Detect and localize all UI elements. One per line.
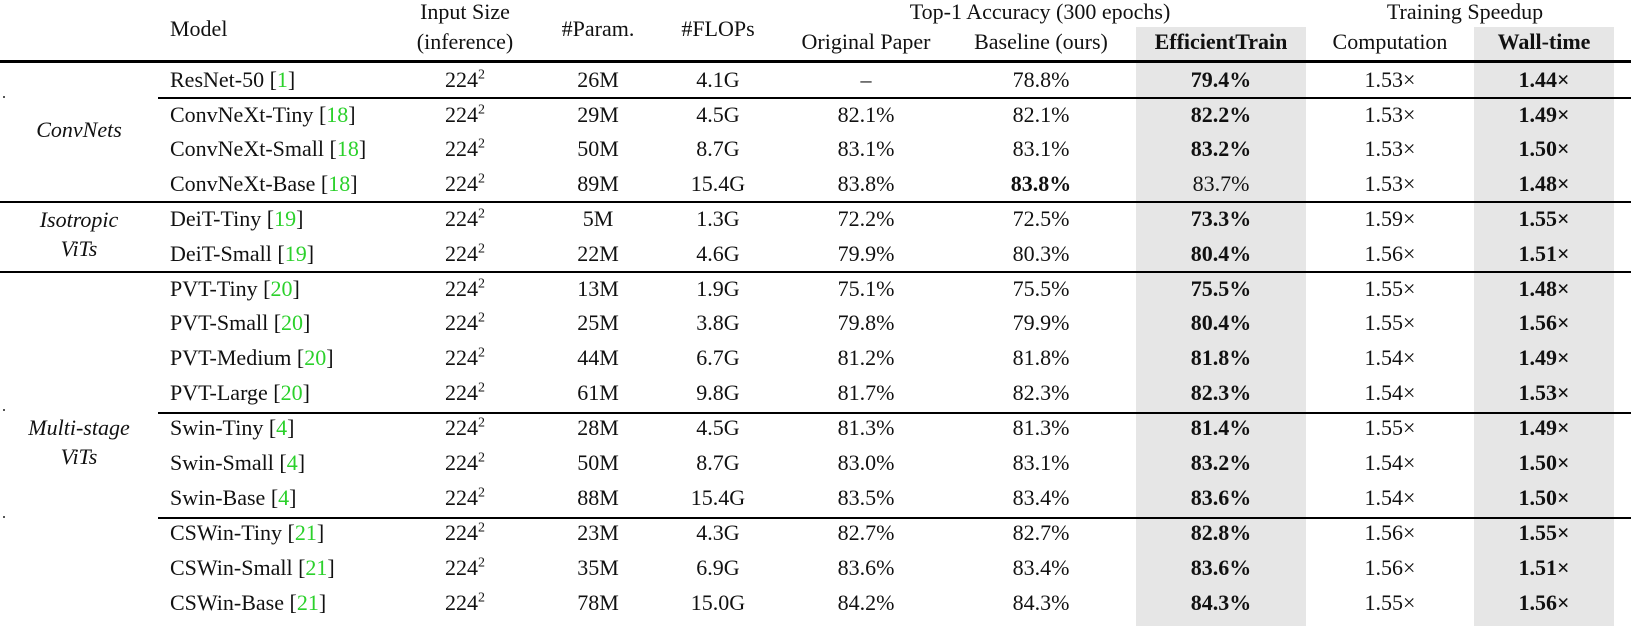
citation-link[interactable]: 21 xyxy=(294,520,317,545)
cell-model: DeiT-Small [19] xyxy=(170,241,315,266)
cell-original: 75.1% xyxy=(837,276,895,301)
cell-baseline: 83.1% xyxy=(1012,450,1070,475)
group-label-isotropic-vits: ViTs xyxy=(60,236,98,261)
cell-computation: 1.55× xyxy=(1364,310,1416,335)
model-name: PVT-Tiny xyxy=(170,276,258,301)
cell-input-size xyxy=(400,555,530,581)
cell-walltime: 1.50× xyxy=(1518,485,1570,510)
cell-baseline: 80.3% xyxy=(1012,241,1070,266)
row-rule xyxy=(158,97,1631,99)
cell-input-size xyxy=(400,345,530,371)
header-model: Model xyxy=(170,16,228,41)
cell-computation: 1.55× xyxy=(1364,415,1416,440)
cell-flops: 4.3G xyxy=(696,520,740,545)
cell-param: 29M xyxy=(577,102,619,127)
cell-flops: 15.0G xyxy=(690,590,746,615)
cell-walltime: 1.51× xyxy=(1518,555,1570,580)
cell-original: 79.8% xyxy=(837,310,895,335)
cell-flops: 1.9G xyxy=(696,276,740,301)
header-flops: #FLOPs xyxy=(681,16,755,41)
cell-model: ConvNeXt-Tiny [18] xyxy=(170,102,356,127)
cell-flops: 4.6G xyxy=(696,241,740,266)
input-size-exponent: 2 xyxy=(478,590,485,606)
cell-original: – xyxy=(860,67,872,92)
cell-original: 83.8% xyxy=(837,171,895,196)
cell-computation: 1.56× xyxy=(1364,241,1416,266)
cell-baseline: 81.8% xyxy=(1012,345,1070,370)
cell-efficienttrain: 81.4% xyxy=(1190,415,1252,440)
cell-computation: 1.55× xyxy=(1364,276,1416,301)
cell-original: 84.2% xyxy=(837,590,895,615)
cell-param: 23M xyxy=(577,520,619,545)
cell-model: DeiT-Tiny [19] xyxy=(170,206,304,231)
cell-efficienttrain: 82.8% xyxy=(1190,520,1252,545)
cell-walltime: 1.50× xyxy=(1518,136,1570,161)
input-size-exponent: 2 xyxy=(478,206,485,222)
group-label-multistage-vits: ViTs xyxy=(60,444,98,469)
cell-computation: 1.56× xyxy=(1364,520,1416,545)
input-size-value: 224 xyxy=(445,102,478,127)
cell-flops: 15.4G xyxy=(690,171,746,196)
cell-flops: 3.8G xyxy=(696,310,740,335)
cell-efficienttrain: 73.3% xyxy=(1190,206,1252,231)
citation-link[interactable]: 21 xyxy=(296,590,319,615)
cell-original: 81.7% xyxy=(837,380,895,405)
input-size-value: 224 xyxy=(445,450,478,475)
model-name: Swin-Small xyxy=(170,450,274,475)
header-training-speedup: Training Speedup xyxy=(1386,0,1544,24)
cell-efficienttrain: 83.2% xyxy=(1190,136,1252,161)
cell-param: 50M xyxy=(577,136,619,161)
citation-link[interactable]: 19 xyxy=(284,241,307,266)
model-name: Swin-Tiny xyxy=(170,415,264,440)
input-size-exponent: 2 xyxy=(478,485,485,501)
cell-computation: 1.55× xyxy=(1364,590,1416,615)
input-size-value: 224 xyxy=(445,206,478,231)
model-name: Swin-Base xyxy=(170,485,266,510)
model-name: PVT-Medium xyxy=(170,345,292,370)
input-size-value: 224 xyxy=(445,310,478,335)
cell-computation: 1.59× xyxy=(1364,206,1416,231)
cell-model: Swin-Base [4] xyxy=(170,485,297,510)
input-size-value: 224 xyxy=(445,485,478,510)
cell-input-size xyxy=(400,520,530,546)
cell-computation: 1.54× xyxy=(1364,345,1416,370)
model-name: CSWin-Tiny xyxy=(170,520,283,545)
input-size-value: 224 xyxy=(445,590,478,615)
cell-efficienttrain: 75.5% xyxy=(1190,276,1252,301)
input-size-value: 224 xyxy=(445,67,478,92)
cell-baseline: 83.1% xyxy=(1012,136,1070,161)
header-rule xyxy=(0,60,1631,63)
input-size-exponent: 2 xyxy=(478,241,485,257)
cell-baseline: 83.4% xyxy=(1012,555,1070,580)
header-baseline: Baseline (ours) xyxy=(974,29,1108,54)
cell-baseline: 83.8% xyxy=(1010,171,1072,196)
cell-baseline: 84.3% xyxy=(1012,590,1070,615)
cell-walltime: 1.55× xyxy=(1518,520,1570,545)
cell-param: 61M xyxy=(577,380,619,405)
cell-baseline: 78.8% xyxy=(1012,67,1070,92)
cell-original: 83.1% xyxy=(837,136,895,161)
cell-efficienttrain: 80.4% xyxy=(1190,241,1252,266)
cell-param: 88M xyxy=(577,485,619,510)
cell-input-size xyxy=(400,380,530,406)
cell-input-size xyxy=(400,136,530,162)
cell-model: Swin-Small [4] xyxy=(170,450,306,475)
cell-param: 35M xyxy=(577,555,619,580)
citation-link[interactable]: 1 xyxy=(276,67,288,92)
header-efficienttrain: EfficientTrain xyxy=(1154,29,1288,54)
input-size-exponent: 2 xyxy=(478,171,485,187)
header-top1-group: Top-1 Accuracy (300 epochs) xyxy=(909,0,1171,24)
cell-original: 81.3% xyxy=(837,415,895,440)
cell-input-size xyxy=(400,276,530,302)
cell-input-size xyxy=(400,67,530,93)
cell-efficienttrain: 80.4% xyxy=(1190,310,1252,335)
input-size-exponent: 2 xyxy=(478,102,485,118)
row-rule xyxy=(158,412,1631,414)
cell-input-size xyxy=(400,102,530,128)
cell-flops: 8.7G xyxy=(696,450,740,475)
cell-flops: 4.5G xyxy=(696,415,740,440)
group-rule xyxy=(0,201,1631,203)
input-size-exponent: 2 xyxy=(478,415,485,431)
cell-model: ResNet-50 [1] xyxy=(170,67,296,92)
cell-original: 79.9% xyxy=(837,241,895,266)
cell-flops: 6.7G xyxy=(696,345,740,370)
cell-baseline: 72.5% xyxy=(1012,206,1070,231)
cell-param: 26M xyxy=(577,67,619,92)
cell-efficienttrain: 83.7% xyxy=(1192,171,1250,196)
cell-computation: 1.56× xyxy=(1364,555,1416,580)
cell-flops: 8.7G xyxy=(696,136,740,161)
cell-flops: 6.9G xyxy=(696,555,740,580)
input-size-exponent: 2 xyxy=(478,136,485,152)
cell-model: CSWin-Base [21] xyxy=(170,590,327,615)
citation-link[interactable]: 18 xyxy=(336,136,359,161)
cell-model: PVT-Small [20] xyxy=(170,310,311,335)
group-label-multistage: Multi-stage xyxy=(28,415,130,440)
cell-baseline: 82.7% xyxy=(1012,520,1070,545)
citation-link[interactable]: 20 xyxy=(280,380,303,405)
cell-param: 28M xyxy=(577,415,619,440)
citation-link[interactable]: 20 xyxy=(304,345,327,370)
input-size-value: 224 xyxy=(445,380,478,405)
cell-original: 72.2% xyxy=(837,206,895,231)
cell-model: Swin-Tiny [4] xyxy=(170,415,295,440)
citation-link[interactable]: 4 xyxy=(286,450,298,475)
citation-link[interactable]: 21 xyxy=(305,555,328,580)
cell-flops: 4.1G xyxy=(696,67,740,92)
model-name: ResNet-50 xyxy=(170,67,265,92)
cell-baseline: 82.3% xyxy=(1012,380,1070,405)
input-size-value: 224 xyxy=(445,136,478,161)
citation-link[interactable]: 4 xyxy=(278,485,290,510)
cell-walltime: 1.49× xyxy=(1518,345,1570,370)
header-original-paper: Original Paper xyxy=(801,29,931,54)
group-rule xyxy=(0,271,1631,273)
cell-walltime: 1.55× xyxy=(1518,206,1570,231)
model-name: PVT-Large xyxy=(170,380,268,405)
cell-input-size xyxy=(400,415,530,441)
input-size-value: 224 xyxy=(445,276,478,301)
margin-dot xyxy=(3,516,5,518)
cell-flops: 4.5G xyxy=(696,102,740,127)
cell-computation: 1.53× xyxy=(1364,171,1416,196)
model-name: DeiT-Small xyxy=(170,241,272,266)
cell-computation: 1.54× xyxy=(1364,380,1416,405)
cell-walltime: 1.51× xyxy=(1518,241,1570,266)
cell-efficienttrain: 81.8% xyxy=(1190,345,1252,370)
cell-computation: 1.53× xyxy=(1364,136,1416,161)
input-size-value: 224 xyxy=(445,345,478,370)
cell-model: PVT-Tiny [20] xyxy=(170,276,300,301)
cell-efficienttrain: 82.2% xyxy=(1190,102,1252,127)
cell-baseline: 75.5% xyxy=(1012,276,1070,301)
cell-model: ConvNeXt-Base [18] xyxy=(170,171,358,196)
cell-efficienttrain: 82.3% xyxy=(1190,380,1252,405)
row-rule xyxy=(158,517,1631,519)
citation-link[interactable]: 19 xyxy=(274,206,297,231)
cell-computation: 1.54× xyxy=(1364,485,1416,510)
cell-input-size xyxy=(400,590,530,616)
header-walltime: Wall-time xyxy=(1497,29,1591,54)
cell-computation: 1.53× xyxy=(1364,67,1416,92)
cell-param: 22M xyxy=(577,241,619,266)
cell-walltime: 1.48× xyxy=(1518,171,1570,196)
citation-link[interactable]: 18 xyxy=(326,102,349,127)
input-size-value: 224 xyxy=(445,555,478,580)
cell-input-size xyxy=(400,310,530,336)
cell-model: PVT-Medium [20] xyxy=(170,345,334,370)
header-input-size-inference: (inference) xyxy=(416,29,514,54)
cell-param: 25M xyxy=(577,310,619,335)
cell-walltime: 1.49× xyxy=(1518,102,1570,127)
model-name: ConvNeXt-Tiny xyxy=(170,102,314,127)
cell-input-size xyxy=(400,171,530,197)
input-size-value: 224 xyxy=(445,171,478,196)
model-name: DeiT-Tiny xyxy=(170,206,262,231)
cell-original: 81.2% xyxy=(837,345,895,370)
cell-computation: 1.54× xyxy=(1364,450,1416,475)
cell-walltime: 1.49× xyxy=(1518,415,1570,440)
input-size-exponent: 2 xyxy=(478,67,485,83)
cell-baseline: 83.4% xyxy=(1012,485,1070,510)
cell-param: 50M xyxy=(577,450,619,475)
cell-param: 5M xyxy=(582,206,614,231)
citation-link[interactable]: 20 xyxy=(270,276,293,301)
model-name: ConvNeXt-Small xyxy=(170,136,324,161)
header-param: #Param. xyxy=(561,16,635,41)
cell-original: 82.7% xyxy=(837,520,895,545)
cell-param: 13M xyxy=(577,276,619,301)
input-size-value: 224 xyxy=(445,520,478,545)
cell-model: PVT-Large [20] xyxy=(170,380,310,405)
margin-dot xyxy=(3,409,5,411)
cell-flops: 1.3G xyxy=(696,206,740,231)
cell-param: 44M xyxy=(577,345,619,370)
cell-walltime: 1.44× xyxy=(1518,67,1570,92)
cell-efficienttrain: 83.6% xyxy=(1190,555,1252,580)
cell-model: ConvNeXt-Small [18] xyxy=(170,136,367,161)
cell-original: 82.1% xyxy=(837,102,895,127)
cell-efficienttrain: 84.3% xyxy=(1190,590,1252,615)
input-size-exponent: 2 xyxy=(478,276,485,292)
cell-baseline: 79.9% xyxy=(1012,310,1070,335)
cell-efficienttrain: 79.4% xyxy=(1190,67,1252,92)
cell-walltime: 1.53× xyxy=(1518,380,1570,405)
cell-original: 83.0% xyxy=(837,450,895,475)
cell-input-size xyxy=(400,206,530,232)
cell-walltime: 1.48× xyxy=(1518,276,1570,301)
model-name: CSWin-Base xyxy=(170,590,284,615)
cell-walltime: 1.56× xyxy=(1518,310,1570,335)
citation-link[interactable]: 20 xyxy=(281,310,304,335)
cell-computation: 1.53× xyxy=(1364,102,1416,127)
input-size-exponent: 2 xyxy=(478,345,485,361)
input-size-value: 224 xyxy=(445,415,478,440)
cell-flops: 9.8G xyxy=(696,380,740,405)
input-size-exponent: 2 xyxy=(478,310,485,326)
cell-walltime: 1.50× xyxy=(1518,450,1570,475)
model-name: CSWin-Small xyxy=(170,555,293,580)
header-computation: Computation xyxy=(1332,29,1448,54)
citation-link[interactable]: 18 xyxy=(328,171,351,196)
cell-flops: 15.4G xyxy=(690,485,746,510)
cell-baseline: 82.1% xyxy=(1012,102,1070,127)
cell-input-size xyxy=(400,450,530,476)
cell-model: CSWin-Tiny [21] xyxy=(170,520,325,545)
cell-baseline: 81.3% xyxy=(1012,415,1070,440)
cell-model: CSWin-Small [21] xyxy=(170,555,335,580)
margin-dot xyxy=(3,96,5,98)
cell-input-size xyxy=(400,241,530,267)
cell-walltime: 1.56× xyxy=(1518,590,1570,615)
group-label-isotropic: Isotropic xyxy=(39,207,119,232)
input-size-exponent: 2 xyxy=(478,450,485,466)
citation-link[interactable]: 4 xyxy=(276,415,288,440)
model-name: PVT-Small xyxy=(170,310,269,335)
group-label-convnets: ConvNets xyxy=(36,117,122,142)
cell-original: 83.5% xyxy=(837,485,895,510)
model-name: ConvNeXt-Base xyxy=(170,171,316,196)
input-size-exponent: 2 xyxy=(478,555,485,571)
cell-efficienttrain: 83.6% xyxy=(1190,485,1252,510)
cell-input-size xyxy=(400,485,530,511)
cell-param: 78M xyxy=(577,590,619,615)
input-size-value: 224 xyxy=(445,241,478,266)
header-input-size: Input Size xyxy=(420,0,510,24)
cell-efficienttrain: 83.2% xyxy=(1190,450,1252,475)
input-size-exponent: 2 xyxy=(478,520,485,536)
input-size-exponent: 2 xyxy=(478,380,485,396)
cell-original: 83.6% xyxy=(837,555,895,580)
cell-param: 89M xyxy=(577,171,619,196)
